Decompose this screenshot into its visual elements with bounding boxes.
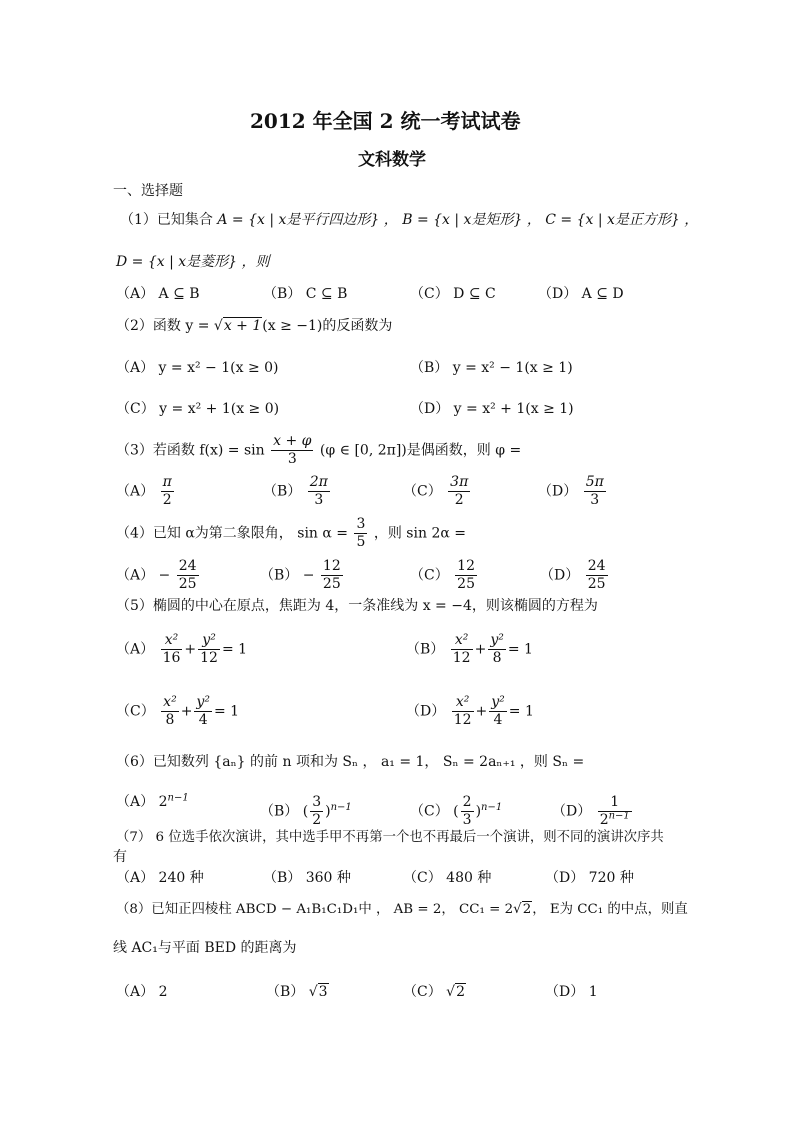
q8-c-radicand: 2 bbox=[456, 984, 466, 1000]
q3-label-d: （D） bbox=[538, 483, 578, 500]
q4-num-d: 24 bbox=[587, 558, 606, 574]
q3-den-c: 2 bbox=[454, 492, 464, 508]
y-squared: y² bbox=[490, 632, 504, 648]
q5-option-c: （C） $\frac{\text{x²}}{8}$ + $\frac{\text{y²}}{4}$ = 1 bbox=[116, 694, 240, 728]
q6-d-den-base: 2 bbox=[599, 812, 609, 828]
q2-option-d: （D） y = x² + 1(x ≥ 1) bbox=[410, 401, 574, 417]
q4-den-d: 25 bbox=[587, 576, 606, 592]
page-subtitle: 文科数学 bbox=[358, 150, 426, 170]
q7-option-c: （C） 480 种 bbox=[403, 870, 492, 886]
q5-b-den1: 12 bbox=[452, 650, 471, 666]
q6-option-d bbox=[552, 794, 634, 829]
q4-num-b: 12 bbox=[322, 558, 341, 574]
q6-stem: （6）已知数列 {aₙ} 的前 n 项和为 Sₙ ， a₁ = 1， Sₙ = 2aₙ₊₁ ，则 Sₙ = bbox=[116, 754, 585, 770]
q6-d-exp: n−1 bbox=[608, 810, 630, 822]
q4-option-c bbox=[410, 558, 479, 593]
q5-b-den2: 8 bbox=[492, 650, 502, 666]
q3-frac-b bbox=[308, 474, 330, 509]
y-squared: y² bbox=[198, 632, 220, 650]
q5-label-d: （D） bbox=[406, 703, 446, 720]
q3-option-c bbox=[403, 474, 472, 509]
q5-option-d: （D） $\frac{\text{x²}}{12}$ + $\frac{\text{y²}}{4}$ = 1 bbox=[406, 694, 534, 728]
q5-a-den1: 16 bbox=[162, 650, 181, 666]
q3-stem-a: （3）若函数 f(x) = sin bbox=[116, 442, 265, 459]
q3-frac-num: x + φ bbox=[273, 433, 312, 449]
q2-stem bbox=[116, 318, 392, 334]
q4-label-c: （C） bbox=[410, 567, 449, 584]
q5-frac-d1 bbox=[452, 694, 474, 729]
q3-label-c: （C） bbox=[403, 483, 442, 500]
q8-label-a: （A） bbox=[116, 984, 155, 1000]
q5-d-den1: 12 bbox=[453, 712, 472, 728]
q4-label-d: （D） bbox=[540, 567, 580, 584]
q3-stem-b: (φ ∈ [0, 2π])是偶函数，则 φ = bbox=[319, 442, 522, 459]
q5-frac-b1 bbox=[451, 632, 473, 667]
q3-frac-a bbox=[161, 474, 174, 509]
q7-line1: （7） 6 位选手依次演讲，其中选手甲不再第一个也不再最后一个演讲，则不同的演讲次序共 bbox=[116, 830, 664, 845]
sqrt-icon: √ bbox=[213, 318, 223, 334]
q8-line1 bbox=[116, 902, 688, 918]
q5-frac-a2 bbox=[198, 632, 220, 667]
q6-b-den: 2 bbox=[312, 812, 322, 828]
q8-label-c: （C） bbox=[403, 984, 442, 1000]
q3-frac-den: 3 bbox=[287, 451, 297, 467]
q1-option-c: （C） D ⊆ C bbox=[410, 286, 496, 302]
page-title: 2012 年全国 2 统一考试试卷 bbox=[250, 109, 521, 133]
q5-eq-b: = 1 bbox=[507, 641, 533, 658]
q4-stem-a: （4）已知 α为第二象限角， sin α = bbox=[116, 525, 349, 542]
q3-num-a: π bbox=[162, 474, 172, 490]
q6-label-d: （D） bbox=[552, 803, 592, 820]
q4-frac-a bbox=[177, 558, 199, 593]
q5-frac-b2 bbox=[488, 632, 506, 667]
q4-option-a bbox=[116, 558, 201, 593]
q4-frac-b bbox=[321, 558, 343, 593]
q5-frac-d2 bbox=[489, 694, 507, 729]
q4-option-b bbox=[260, 558, 345, 593]
q5-option-a: （A） $\frac{\text{x²}}{16}$ + $\frac{\text{y²}}{12}$ = 1 bbox=[116, 632, 248, 666]
q1-option-a: （A） A ⊆ B bbox=[116, 286, 200, 302]
q3-den-a: 2 bbox=[162, 492, 172, 508]
q8-line1-tail: ， E为 CC₁ 的中点，则直 bbox=[532, 902, 688, 917]
q5-a-den2: 12 bbox=[200, 650, 218, 666]
q4-frac-num: 3 bbox=[356, 516, 366, 532]
q5-stem: （5）椭圆的中心在原点，焦距为 4，一条准线为 x = −4，则该椭圆的方程为 bbox=[116, 598, 598, 614]
q3-num-b: 2π bbox=[309, 474, 328, 490]
q6-c-exp: n−1 bbox=[481, 801, 503, 813]
q6-frac-b bbox=[310, 794, 323, 829]
q4-frac-c bbox=[455, 558, 477, 593]
q4-fraction bbox=[354, 516, 367, 551]
q8-option-d bbox=[545, 984, 598, 1000]
q6-frac-c bbox=[461, 794, 474, 829]
q2-stem-b: (x ≥ −1)的反函数为 bbox=[262, 318, 393, 334]
y-squared: y² bbox=[491, 694, 505, 710]
q1-sets: A = {x | x是平行四边形} ， B = {x | x是矩形} ， C = {x | x是正方形} ， bbox=[217, 212, 699, 228]
q5-eq-a: = 1 bbox=[221, 641, 248, 658]
q1-line2: D = {x | x是菱形} ，则 bbox=[116, 254, 270, 270]
q4-num-c: 12 bbox=[457, 558, 475, 574]
q4-num-a: 24 bbox=[178, 558, 197, 574]
q1-prefix: （1）已知集合 bbox=[120, 212, 218, 228]
q3-den-b: 3 bbox=[314, 492, 324, 508]
q5-label-b: （B） bbox=[406, 641, 445, 658]
q3-fraction bbox=[271, 433, 313, 468]
q6-d-den bbox=[598, 812, 632, 829]
q6-frac-d bbox=[598, 794, 632, 829]
q3-label-b: （B） bbox=[263, 483, 302, 500]
q5-c-den1: 8 bbox=[165, 712, 175, 728]
q3-den-d: 3 bbox=[590, 492, 600, 508]
q1-option-b: （B） C ⊆ B bbox=[263, 286, 348, 302]
q4-stem-b: ，则 sin 2α = bbox=[373, 525, 466, 542]
q3-stem bbox=[116, 433, 521, 468]
q6-option-b: （B） ( $\frac{3}{2}$ )$^{n-1}$ bbox=[260, 794, 352, 828]
q8-option-b bbox=[266, 984, 329, 1000]
q5-frac-c1 bbox=[161, 694, 179, 729]
x-squared: x² bbox=[161, 632, 183, 650]
q5-eq-d: = 1 bbox=[508, 703, 534, 720]
q6-b-exp: n−1 bbox=[330, 801, 352, 813]
q3-frac-d bbox=[584, 474, 606, 509]
q6-option-a bbox=[116, 794, 189, 810]
q4-label-b: （B） − bbox=[260, 567, 315, 584]
q6-b-num: 3 bbox=[312, 794, 322, 810]
q5-frac-c2 bbox=[194, 694, 212, 729]
q1-option-d: （D） A ⊆ D bbox=[538, 286, 624, 302]
q5-eq-c: = 1 bbox=[213, 703, 240, 720]
sqrt-icon: √ bbox=[513, 902, 522, 917]
q3-option-b bbox=[263, 474, 332, 509]
q6-c-den: 3 bbox=[462, 812, 472, 828]
x-squared: x² bbox=[452, 694, 474, 712]
sqrt-icon: √ bbox=[446, 984, 456, 1000]
q5-frac-a1 bbox=[161, 632, 183, 667]
q2-stem-a: （2）函数 y = bbox=[116, 318, 214, 334]
q3-num-c: 3π bbox=[450, 474, 469, 490]
q1-line1 bbox=[120, 212, 698, 228]
q5-option-b: （B） $\frac{\text{x²}}{12}$ + $\frac{\text{y²}}{8}$ = 1 bbox=[406, 632, 533, 666]
q8-b-radicand: 3 bbox=[318, 984, 328, 1000]
q2-radicand: x + 1 bbox=[223, 318, 262, 334]
q6-a-base: 2 bbox=[158, 794, 168, 810]
sqrt-icon: √ bbox=[308, 984, 318, 1000]
q4-option-d bbox=[540, 558, 610, 593]
q7-option-b: （B） 360 种 bbox=[263, 870, 351, 886]
q5-c-den2: 4 bbox=[198, 712, 208, 728]
q8-label-d: （D） bbox=[545, 984, 585, 1000]
q4-frac-d bbox=[586, 558, 608, 593]
q4-stem bbox=[116, 516, 466, 551]
q3-option-d bbox=[538, 474, 608, 509]
section-heading: 一、选择题 bbox=[113, 183, 183, 199]
q8-line2: 线 AC₁与平面 BED 的距离为 bbox=[113, 940, 297, 956]
q8-option-a bbox=[116, 984, 168, 1000]
q8-option-c bbox=[403, 984, 466, 1000]
q3-frac-c bbox=[448, 474, 470, 509]
q3-num-d: 5π bbox=[585, 474, 604, 490]
q6-option-c: （C） ( $\frac{2}{3}$ )$^{n-1}$ bbox=[410, 794, 503, 828]
x-squared: x² bbox=[163, 694, 177, 710]
q6-d-num: 1 bbox=[598, 794, 632, 812]
q4-frac-den: 5 bbox=[356, 534, 366, 550]
q6-c-num: 2 bbox=[462, 794, 472, 810]
x-squared: x² bbox=[451, 632, 473, 650]
q3-option-a bbox=[116, 474, 176, 509]
q6-label-a: （A） bbox=[116, 794, 155, 810]
q3-label-a: （A） bbox=[116, 483, 155, 500]
q5-label-c: （C） bbox=[116, 703, 155, 720]
q4-den-a: 25 bbox=[178, 576, 197, 592]
q4-label-a: （A） − bbox=[116, 567, 171, 584]
q4-den-b: 25 bbox=[322, 576, 341, 592]
q5-d-den2: 4 bbox=[493, 712, 503, 728]
q7-option-d: （D） 720 种 bbox=[545, 870, 634, 886]
q4-den-c: 25 bbox=[457, 576, 475, 592]
q7-option-a: （A） 240 种 bbox=[116, 870, 204, 886]
q6-a-exp: n−1 bbox=[167, 792, 189, 804]
q8-line1-text: （8）已知正四棱柱 ABCD − A₁B₁C₁D₁中 ， AB = 2， CC₁ = 2 bbox=[116, 902, 514, 917]
q8-line1-radicand: 2 bbox=[522, 902, 532, 917]
y-squared: y² bbox=[196, 694, 210, 710]
q8-a-value: 2 bbox=[158, 984, 168, 1000]
q6-label-c: （C） bbox=[410, 803, 449, 820]
q2-option-a: （A） y = x² − 1(x ≥ 0) bbox=[116, 360, 279, 376]
q6-label-b: （B） bbox=[260, 803, 299, 820]
q8-label-b: （B） bbox=[266, 984, 305, 1000]
q2-option-c: （C） y = x² + 1(x ≥ 0) bbox=[116, 401, 280, 417]
q5-label-a: （A） bbox=[116, 641, 155, 658]
q2-option-b: （B） y = x² − 1(x ≥ 1) bbox=[410, 360, 573, 376]
q8-d-value: 1 bbox=[588, 984, 598, 1000]
q7-line2: 有 bbox=[113, 849, 127, 865]
